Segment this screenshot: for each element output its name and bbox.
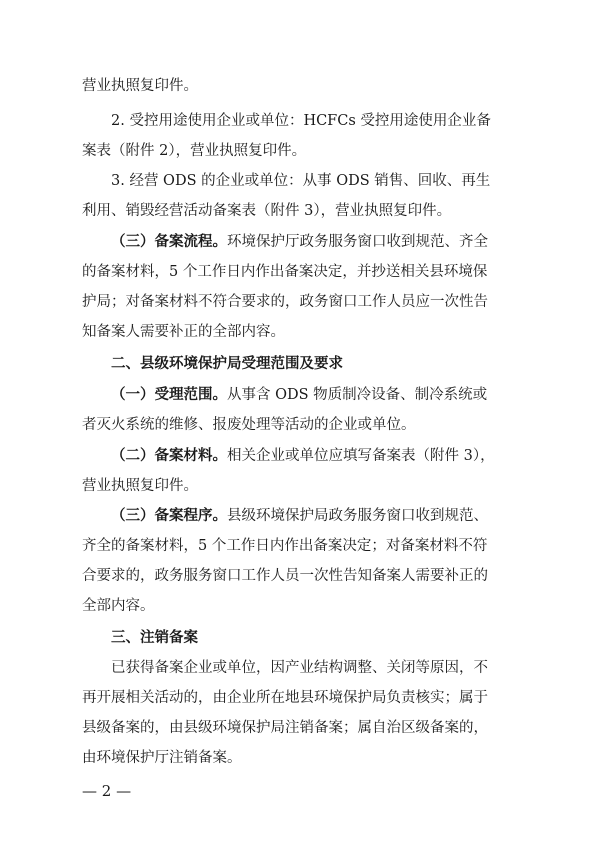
text-line: 者灭火系统的维修、报废处理等活动的企业或单位。 [82, 417, 416, 433]
subheading-keyword: （二）备案材料。 [111, 447, 227, 464]
text-line [82, 501, 522, 531]
text-line: 的备案材料，5 个工作日内作出备案决定，并抄送相关县环境保 [82, 264, 488, 280]
subheading-keyword: （三）备案程序。 [111, 507, 227, 524]
text-run: 从事含 ODS 物质制冷设备、制冷系统或 [227, 387, 488, 403]
text-line: 齐全的备案材料，5 个工作日内作出备案决定；对备案材料不符 [82, 538, 488, 554]
paragraph-procedure [82, 501, 522, 621]
paragraph-business-license-cont [82, 71, 522, 101]
subheading-keyword: （三）备案流程。 [111, 233, 227, 250]
text-line: 营业执照复印件。 [82, 78, 198, 94]
heading-text: 三、注销备案 [111, 630, 198, 646]
text-line [82, 441, 522, 471]
text-line: 营业执照复印件。 [82, 478, 198, 494]
paragraph-cancellation [82, 653, 522, 773]
paragraph-item-3 [82, 166, 522, 226]
text-line: 利用、销毁经营活动备案表（附件 3），营业执照复印件。 [82, 203, 452, 219]
text-line: 全部内容。 [82, 598, 155, 614]
text-line: 护局；对备案材料不符合要求的，政务窗口工作人员应一次性告 [82, 294, 488, 310]
paragraph-materials [82, 441, 522, 501]
text-line: 案表（附件 2），营业执照复印件。 [82, 143, 307, 159]
page-number: — 2 — [82, 782, 132, 800]
text-run: 相关企业或单位应填写备案表（附件 3）， [227, 448, 495, 464]
section-heading-cancellation [82, 623, 522, 653]
text-line: 合要求的，政务服务窗口工作人员一次性告知备案人需要补正的 [82, 568, 488, 584]
paragraph-filing-process [82, 227, 522, 347]
text-line [82, 380, 522, 410]
text-run: 县级环境保护局政务服务窗口收到规范、 [227, 508, 488, 524]
text-line: 再开展相关活动的，由企业所在地县环境保护局负责核实；属于 [82, 690, 488, 706]
paragraph-item-2 [82, 106, 522, 166]
heading-text: 二、县级环境保护局受理范围及要求 [111, 356, 343, 372]
text-run: 环境保护厅政务服务窗口收到规范、齐全 [227, 234, 488, 250]
subheading-keyword: （一）受理范围。 [111, 386, 227, 403]
text-line [82, 227, 522, 257]
text-line: 知备案人需要补正的全部内容。 [82, 324, 285, 340]
text-line: 县级备案的，由县级环境保护局注销备案；属自治区级备案的， [82, 720, 488, 736]
section-heading-county-bureau [82, 349, 522, 379]
text-line: 3. 经营 ODS 的企业或单位：从事 ODS 销售、回收、再生 [111, 173, 491, 189]
paragraph-scope [82, 380, 522, 440]
text-line: 2. 受控用途使用企业或单位：HCFCs 受控用途使用企业备 [111, 113, 491, 129]
text-line: 已获得备案企业或单位，因产业结构调整、关闭等原因，不 [111, 660, 488, 676]
text-line: 由环境保护厅注销备案。 [82, 750, 242, 766]
